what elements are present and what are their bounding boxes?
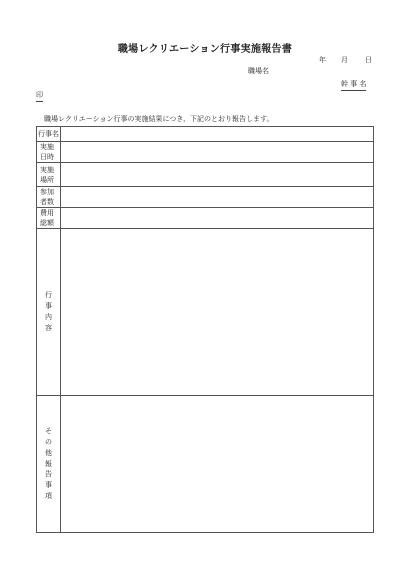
date-day-label: 日 (365, 56, 372, 64)
document-title: 職場レクリエーション行事実施報告書 (117, 44, 293, 55)
total-cost-field[interactable] (61, 208, 374, 229)
participants-label: 参加者数 (37, 187, 61, 208)
event-content-field[interactable] (61, 229, 374, 396)
other-items-char: そ (45, 427, 52, 436)
other-items-label (37, 396, 61, 533)
seal-mark: 印 (36, 90, 43, 102)
event-content-char: 内 (45, 313, 52, 321)
other-items-char: 事 (45, 481, 52, 490)
other-items-field[interactable] (61, 396, 374, 533)
other-items-char: 他 (45, 448, 52, 457)
total-cost-label: 費用総額 (37, 208, 61, 229)
event-content-char: 行 (45, 291, 52, 300)
organizer-label: 幹 事 名 (341, 79, 366, 91)
other-items-char: 報 (45, 459, 52, 468)
date-year-label: 年 (319, 56, 326, 64)
event-content-char: 事 (45, 302, 52, 311)
venue-label: 実施場所 (37, 163, 61, 187)
report-form-table (36, 126, 374, 533)
workplace-label: 職場名 (248, 67, 269, 75)
event-content-char: 容 (45, 323, 52, 332)
event-name-label: 行事名 (37, 127, 61, 142)
date-month-label: 月 (341, 56, 348, 64)
event-content-label (37, 229, 61, 396)
venue-field[interactable] (61, 163, 374, 187)
date-time-field[interactable] (61, 142, 374, 163)
other-items-char: 項 (45, 492, 52, 501)
date-time-label: 実施日時 (37, 142, 61, 163)
intro-text: 職場レクリエーション行事の実施結果につき、下記のとおり報告します。 (44, 115, 274, 123)
participants-field[interactable] (61, 187, 374, 208)
other-items-char: の (45, 437, 52, 446)
other-items-char: 告 (45, 470, 52, 479)
event-name-field[interactable] (61, 127, 374, 142)
